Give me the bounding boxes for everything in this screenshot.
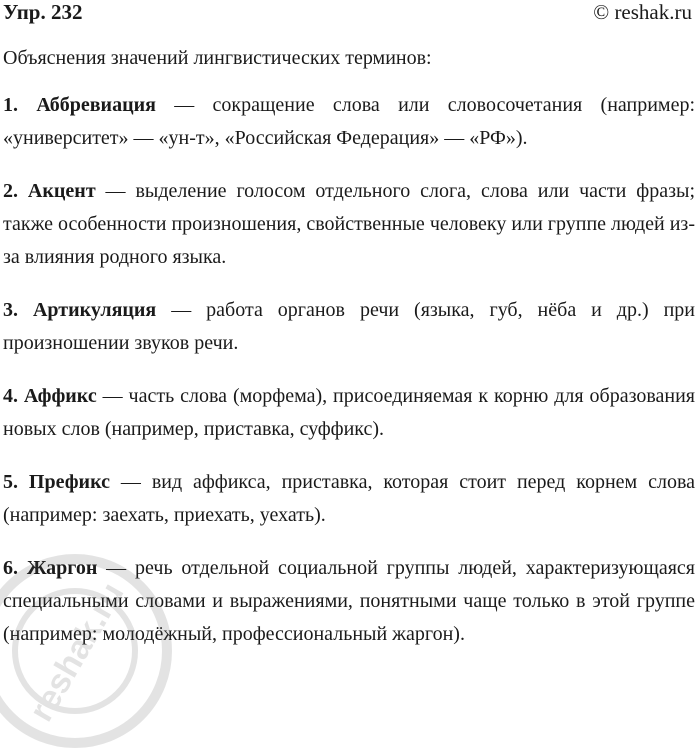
definition-term: Артикуляция [32, 299, 157, 321]
definition-6 [3, 552, 695, 651]
definition-text: — часть слова (морфема), присоединяемая к корню для образования новых слов (например, приставка, суффикс). [3, 385, 696, 440]
definition-1 [3, 89, 695, 155]
definition-number: 3. [3, 299, 18, 321]
exercise-title: Упр. 232 [3, 0, 83, 24]
page-header [0, 0, 700, 30]
definition-text: — вид аффикса, приставка, которая стоит перед корнем слова (например: заехать, приехать, уехать). [3, 471, 696, 526]
definition-text: — речь отдельной социальной группы людей, характеризующаяся специальными словами и выражениями, понятными чаще только в этой группе (например: молодёжный, профессиональный жаргон). [3, 557, 695, 645]
definition-4 [3, 380, 695, 446]
definition-term: Жаргон [26, 557, 98, 579]
definition-term: Аббревиация [36, 94, 156, 116]
document-body [3, 42, 695, 671]
watermark-text: reshak.ru [22, 576, 132, 728]
definition-text: — выделение голосом отдельного слога, слова или части фразы; также особенности произношения, свойственные человеку или группе людей из-за влияния родного языка. [3, 180, 695, 268]
definition-term: Акцент [27, 180, 96, 202]
intro-text: Объяснения значений лингвистических терминов: [3, 47, 432, 69]
definition-term: Префикс [28, 471, 110, 493]
definition-term: Аффикс [23, 385, 97, 407]
definition-5 [3, 466, 695, 532]
definition-text: — сокращение слова или словосочетания (например: «университет» — «ун-т», «Российская Федерация» — «РФ»). [3, 94, 696, 149]
definition-number: 4. [3, 385, 18, 407]
definition-number: 5. [3, 471, 18, 493]
definition-number: 6. [3, 557, 18, 579]
definition-3 [3, 294, 695, 360]
definition-2 [3, 175, 695, 274]
definition-number: 2. [3, 180, 18, 202]
definition-text: — работа органов речи (языка, губ, нёба и др.) при произношении звуков речи. [3, 299, 695, 354]
copyright-notice: © reshak.ru [593, 0, 692, 24]
definition-number: 1. [3, 94, 18, 116]
